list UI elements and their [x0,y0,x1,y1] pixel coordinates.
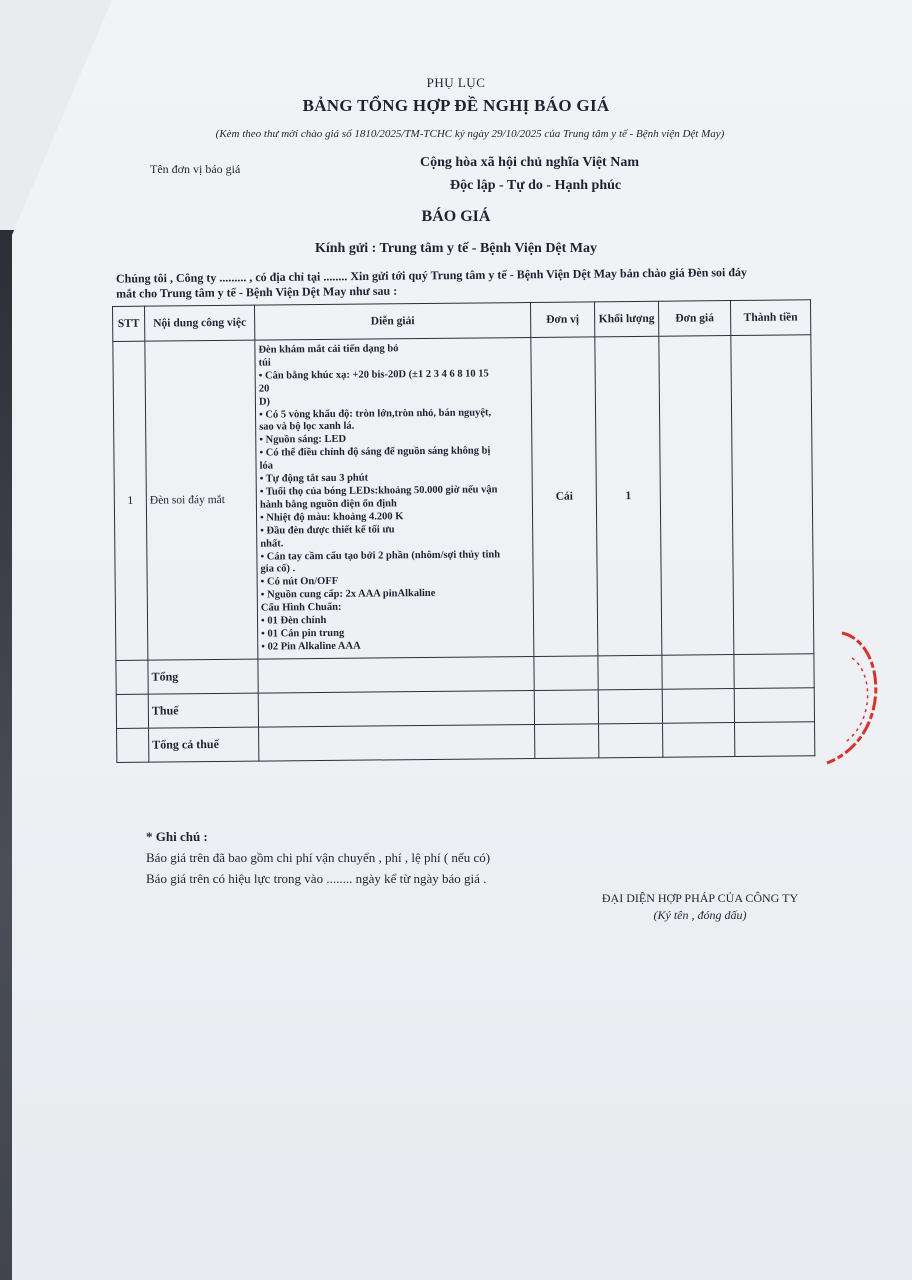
description-line: hành bằng nguồn điện ổn định [259,498,397,511]
quote-table [112,299,815,762]
header-content: Nội dung công việc [145,305,255,341]
description-line: túi [258,357,271,369]
row-quantity: 1 [595,336,662,655]
header-unit-price: Đơn giá [658,301,730,337]
quoting-unit-label: Tên đơn vị báo giá [150,162,241,176]
description-line: Đèn khám mắt cải tiến dạng bỏ [258,343,399,356]
empty-cell [117,728,149,762]
quote-table-wrapper [112,299,815,762]
description-line: 20 [258,383,270,395]
recipient-line: Kính gửi : Trung tâm y tế - Bệnh Viện Dệt May [314,241,598,256]
description-line: • Cán tay cầm cấu tạo bởi 2 phần (nhôm/sợi thủy tinh [260,548,501,563]
republic-header: Cộng hòa xã hội chủ nghĩa Việt Nam [420,155,639,170]
description-line: • 02 Pin Alkaline AAA [261,640,361,653]
empty-cell [535,724,599,759]
notes-section [146,826,490,889]
description-line: • Có thể điều chỉnh độ sáng để nguồn sáng không bị [259,445,491,459]
header-description: Diễn giải [254,302,530,340]
description-line: • 01 Cán pin trung [261,627,345,640]
description-line: • Có 5 vòng khẩu độ: tròn lớn,tròn nhỏ, bán nguyệt, [258,406,492,421]
total-with-tax-label: Tổng cả thuế [149,727,259,762]
total-label: Tổng [148,659,258,694]
header-stt: STT [113,306,145,341]
empty-cell [116,694,148,728]
red-stamp-icon [812,628,902,768]
description-line: • Tự động tắt sau 3 phút [259,472,369,485]
description-line: • Cân bằng khúc xạ: +20 bis-20D (±1 2 3 4 6 8 10 15 [258,368,489,382]
empty-cell [116,660,148,694]
header-unit: Đơn vị [530,302,594,338]
signature-instruction: (Ký tên , đóng dấu) [653,908,747,922]
description-line: D) [258,396,271,408]
row-description [255,337,534,658]
empty-cell [663,722,735,757]
subtitle: (Kèm theo thư mời chào giá số 1810/2025/TM-TCHC ký ngày 29/10/2025 của Trung tâm y tế - Bệnh viện Dệt May) [215,128,725,140]
row-amount [731,335,814,655]
description-line: • Nhiệt độ màu: khoảng 4.200 K [259,510,404,524]
empty-cell [735,722,815,757]
description-line: • Tuổi thọ của bóng LEDs:khoảng 50.000 giờ nếu vận [259,484,498,498]
national-motto: Độc lập - Tự do - Hạnh phúc [450,178,622,193]
description-line: • Đầu đèn được thiết kế tối ưu [260,523,395,537]
note-line-1: Báo giá trên đã bao gồm chi phí vận chuyển , phí , lệ phí ( nếu có) [146,850,491,865]
representative-block [560,890,840,924]
empty-cell [534,690,598,725]
description-line: • Nguồn cung cấp: 2x AAA pinAlkaline [260,588,436,601]
tax-label: Thuế [148,693,258,728]
header-quantity: Khối lượng [594,301,658,337]
notes-heading: * Ghi chú : [146,829,208,844]
empty-cell [734,688,814,723]
description-line: Cấu Hình Chuẩn: [260,601,342,614]
row-content: Đèn soi đáy mắt [145,340,258,660]
empty-cell [599,723,663,758]
main-title: BẢNG TỔNG HỢP ĐỀ NGHỊ BÁO GIÁ [302,96,610,115]
empty-cell [534,656,598,691]
row-unit: Cái [531,337,598,656]
document-title: BÁO GIÁ [421,208,491,225]
empty-cell [258,656,534,693]
intro-line-1: Chúng tôi , Công ty ......... , có địa chỉ tại ........ Xin gửi tới quý Trung tâm y tế - Bệnh Viện Dệt May bản chào giá Đèn soi đáy [115,265,748,286]
note-line-2: Báo giá trên có hiệu lực trong vào ........ ngày kể từ ngày báo giá . [146,871,487,886]
description-line: • 01 Đèn chính [260,614,327,627]
empty-cell [662,654,734,689]
empty-cell [662,688,734,723]
appendix-label: PHỤ LỤC [426,75,486,90]
description-line: sao và bộ lọc xanh lá. [259,421,355,434]
header-amount: Thành tiền [730,300,810,336]
row-stt: 1 [113,341,148,660]
table-row [113,335,814,660]
empty-cell [258,690,534,727]
representative-title: ĐẠI DIỆN HỢP PHÁP CỦA CÔNG TY [601,891,799,905]
description-line: • Nguồn sáng: LED [259,434,347,446]
description-line: • Có nút On/OFF [260,576,339,588]
row-unit-price [659,336,734,655]
empty-cell [734,654,814,689]
summary-row-total-with-tax [117,722,815,763]
empty-cell [598,655,662,690]
intro-line-2: mắt cho Trung tâm y tế - Bệnh Viện Dệt May như sau : [116,283,398,301]
empty-cell [259,724,535,761]
empty-cell [598,689,662,724]
description-line: gia cố) . [260,563,296,575]
description-line: lóa [259,460,274,472]
description-line: nhất. [260,537,284,550]
